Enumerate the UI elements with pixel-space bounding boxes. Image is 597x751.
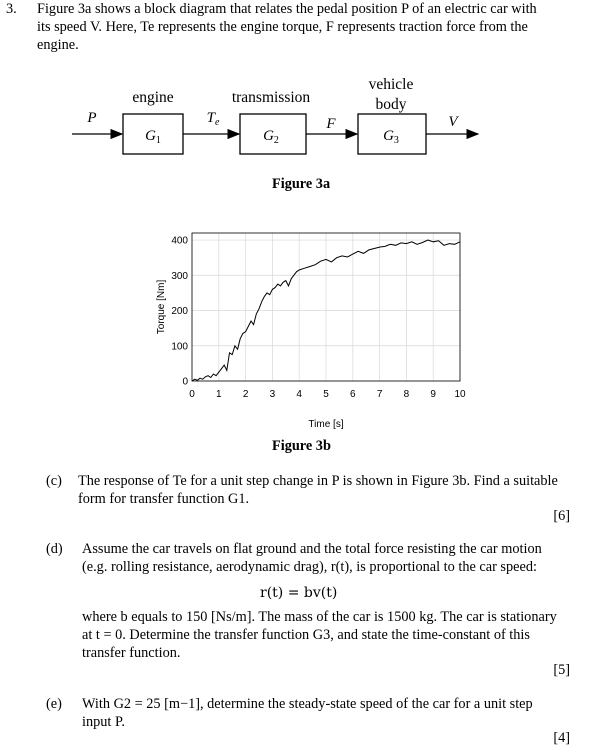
part-d-line-2: (e.g. rolling resistance, aerodynamic drag), r(t), is proportional to the car speed:	[82, 559, 537, 575]
part-e-text	[82, 695, 582, 731]
x-axis-label: Time [s]	[308, 419, 344, 430]
part-c-line-2: form for transfer function G1.	[78, 491, 250, 507]
y-tick-label: 400	[171, 235, 188, 247]
y-tick-label: 200	[171, 306, 188, 318]
tf-g1: $G_1$	[145, 128, 161, 146]
part-d-label: (d)	[46, 541, 63, 557]
x-tick-label: 3	[269, 389, 276, 400]
part-d-text-after	[82, 608, 582, 662]
part-d-after-line-3: transfer function.	[82, 645, 181, 661]
label-te: $T_e$	[206, 110, 220, 128]
part-c-marks: [6]	[553, 508, 570, 524]
figure-3b-caption: Figure 3b	[272, 438, 331, 454]
chart-grid	[192, 233, 460, 381]
x-tick-label: 5	[323, 389, 329, 400]
part-e-line-1: With G2 = 25 [m−1], determine the steady-state speed of the car for a unit step	[82, 696, 533, 712]
tf-g3: $G_3$	[383, 128, 399, 146]
part-d-line-1: Assume the car travels on flat ground and the total force resisting the car motion	[82, 541, 542, 557]
part-c-line-1: The response of Te for a unit step change in P is shown in Figure 3b. Find a suitable	[78, 473, 558, 489]
question-intro	[37, 0, 577, 54]
x-tick-label: 2	[242, 389, 249, 400]
part-c-label: (c)	[46, 473, 62, 489]
part-e-line-2: input P.	[82, 714, 125, 730]
y-tick-label: 0	[182, 376, 188, 388]
x-tick-label: 10	[454, 389, 466, 400]
block-engine-title: engine	[132, 89, 174, 106]
part-d-marks: [5]	[553, 662, 570, 678]
part-d-after-line-2: at t = 0. Determine the transfer function G3, and state the time-constant of this	[82, 627, 530, 643]
block-vehicle-title-1: vehicle	[368, 76, 414, 93]
label-v: V	[448, 114, 458, 130]
label-p: P	[87, 110, 97, 126]
intro-line-1: Figure 3a shows a block diagram that relates the pedal position P of an electric car with	[37, 1, 537, 17]
figure-3a-caption: Figure 3a	[272, 176, 331, 192]
x-tick-label: 4	[296, 389, 302, 400]
part-e-label: (e)	[46, 696, 62, 712]
question-number: 3.	[6, 1, 17, 17]
tf-g2: $G_2$	[263, 128, 279, 146]
y-tick-label: 100	[171, 341, 188, 353]
torque-chart	[140, 225, 480, 435]
x-tick-label: 0	[189, 389, 195, 400]
x-tick-label: 6	[350, 389, 356, 400]
label-f: F	[326, 116, 336, 132]
block-transmission-title: transmission	[231, 89, 311, 106]
part-e-marks: [4]	[553, 730, 570, 746]
y-axis-label: Torque [Nm]	[156, 279, 167, 335]
intro-line-2: its speed V. Here, Te represents the engine torque, F represents traction force from the	[37, 19, 528, 35]
block-vehicle-title-2: body	[375, 96, 407, 113]
part-d-equation: r(t) = bv(t)	[260, 585, 338, 601]
x-tick-label: 7	[376, 389, 383, 400]
x-tick-label: 9	[430, 389, 436, 400]
y-tick-label: 300	[171, 270, 188, 282]
part-d-text	[82, 540, 582, 576]
intro-line-3: engine.	[37, 37, 79, 53]
x-tick-label: 1	[216, 389, 222, 400]
part-d-after-line-1: where b equals to 150 [Ns/m]. The mass of the car is 1500 kg. The car is stationary	[82, 609, 557, 625]
x-tick-label: 8	[403, 389, 410, 400]
part-c-text	[78, 472, 578, 508]
